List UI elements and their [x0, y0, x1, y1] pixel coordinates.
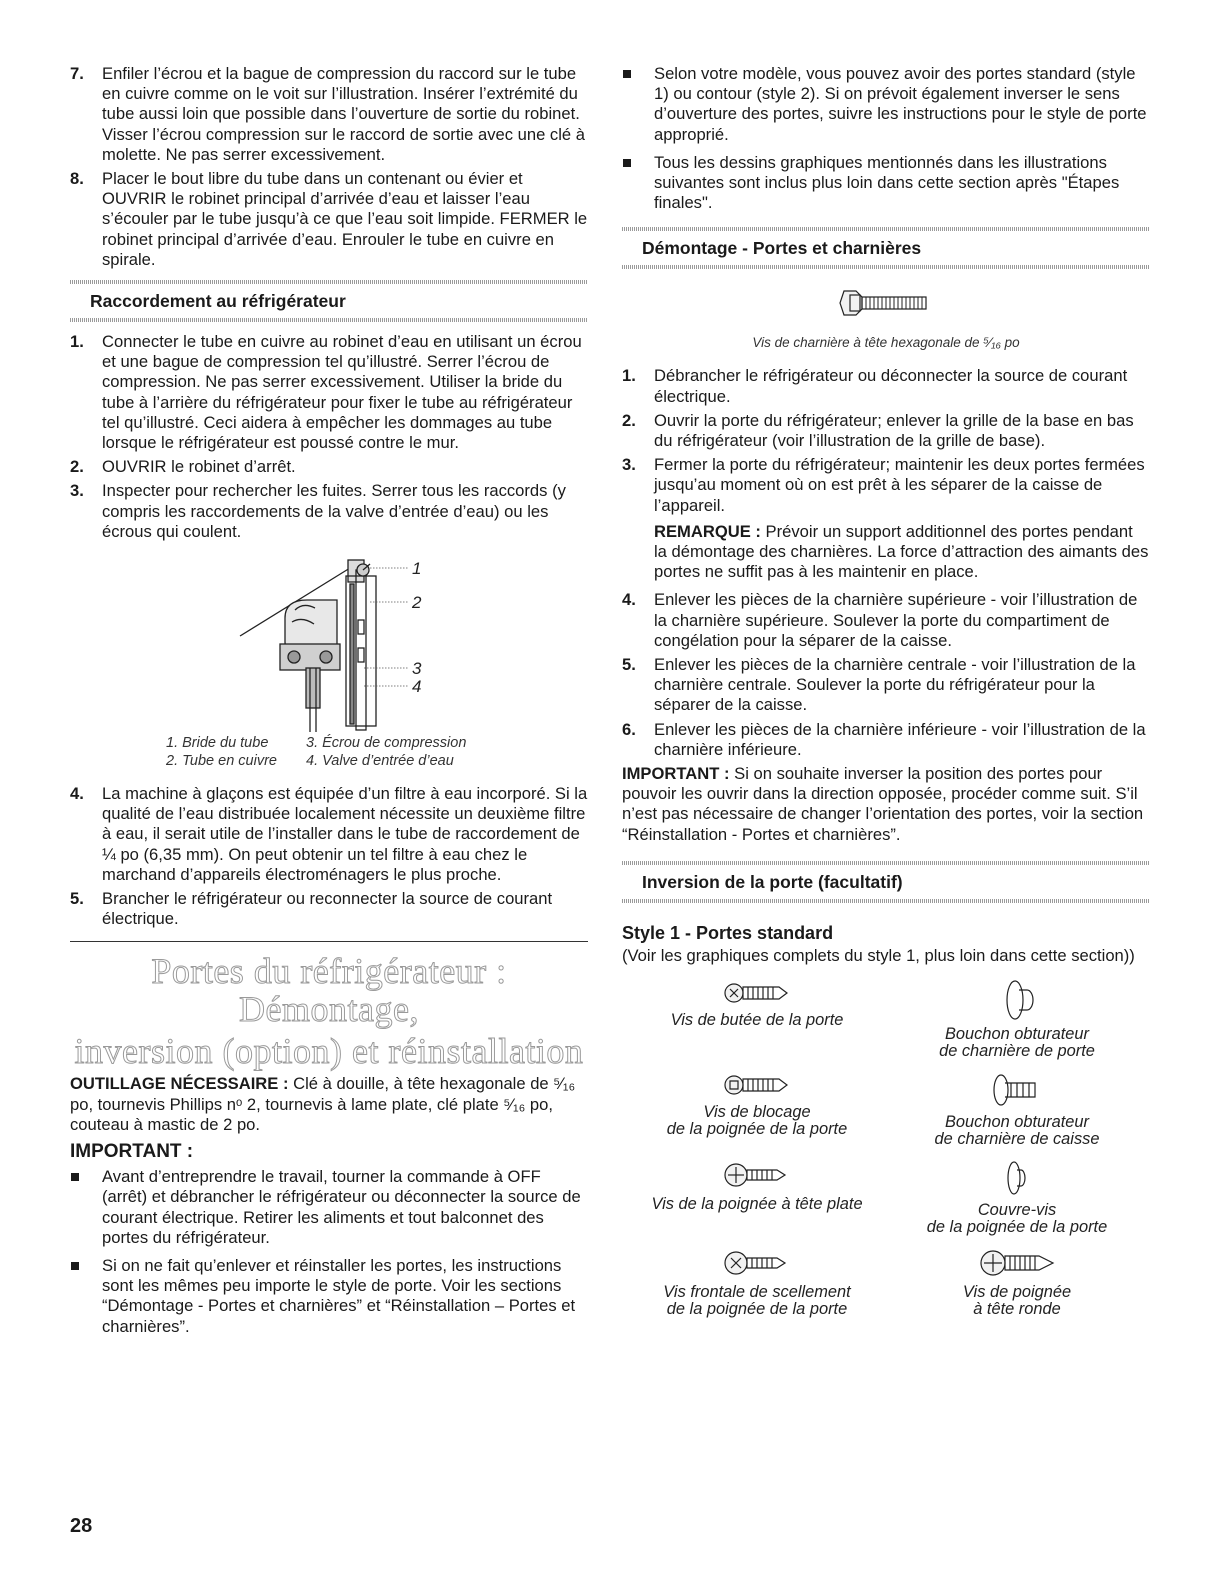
step-text: Enlever les pièces de la charnière centrale - voir l’illustration de la charnière centrale. Soulever la porte du réfrigérateur pour la séparer de la caisse. [654, 655, 1136, 715]
list-item [622, 720, 1150, 760]
step-text: OUVRIR le robinet d’arrêt. [102, 457, 296, 477]
step-number: 7. [70, 64, 84, 83]
caption-item: 3. Écrou de compression [306, 735, 467, 752]
part-label: Vis de la poignée à tête plate [651, 1195, 863, 1214]
part-front-seal-screw [622, 1246, 892, 1318]
part-label: Vis de blocage [703, 1103, 811, 1122]
remarque-paragraph [622, 522, 1150, 583]
bullet-text: Selon votre modèle, vous pouvez avoir des portes standard (style 1) ou contour (style 2). Si on prévoit également inverser le sens d’ouverture des portes, suivre les instructions pour le style de porte approprié. [654, 64, 1147, 144]
intro-bullets [622, 64, 1150, 213]
list-item [622, 455, 1150, 516]
list-item [622, 153, 1150, 214]
part-flat-head-handle-screw [622, 1158, 892, 1236]
part-cabinet-hinge-plug [892, 1070, 1142, 1148]
callout-3: 3 [412, 659, 422, 679]
important-paragraph [622, 764, 1150, 845]
part-door-hinge-plug [892, 978, 1142, 1060]
list-item [622, 411, 1150, 451]
part-label: à tête ronde [973, 1300, 1061, 1319]
list-item [70, 169, 588, 270]
list-item [70, 889, 588, 929]
tools-paragraph [70, 1074, 588, 1135]
step-number: 2. [70, 457, 84, 477]
important-bullets [70, 1167, 588, 1337]
steps-mid-list [70, 332, 588, 542]
divider [622, 265, 1150, 269]
part-door-stop-screw [622, 978, 892, 1060]
bullet-text: Avant d’entreprendre le travail, tourner la commande à OFF (arrêt) et débrancher le réfrigérateur ou déconnecter la source de courant électrique. Retirer les aliments et tout balconnet des portes du réfrigérateur. [102, 1167, 581, 1247]
part-label: de la poignée de la porte [666, 1120, 848, 1139]
step-text: Placer le bout libre du tube dans un contenant ou évier et OUVRIR le robinet principal d’arrivée d’eau et laisser l’eau s’écouler par le tube jusqu’à ce que l’eau soit limpide. FERMER le robinet principal d’arrivée d’eau. Enrouler le tube en cuivre en spirale. [102, 169, 588, 269]
step-text: Fermer la porte du réfrigérateur; maintenir les deux portes fermées jusqu’au moment où on est prêt à les séparer de la caisse de l’appareil. [654, 455, 1145, 515]
remarque-text: Prévoir un support additionnel des portes pendant la démontage des charnières. La force d’attraction des aimants des portes ne suffit pas à les maintenir en place. [654, 521, 1149, 582]
section-title: Démontage - Portes et charnières [642, 238, 922, 259]
door-stop-screw-icon [722, 978, 792, 1008]
callout-1: 1 [412, 559, 422, 579]
demontage-steps [622, 366, 1150, 515]
remarque-label: REMARQUE : [654, 521, 761, 541]
step-text: Enlever les pièces de la charnière inférieure - voir l’illustration de la charnière inférieure. [654, 719, 1146, 759]
steps-bottom-list [70, 784, 588, 929]
style-heading: Style 1 - Portes standard [622, 922, 834, 943]
bullet-square-icon [71, 1173, 79, 1181]
part-handle-lock-screw [622, 1070, 892, 1148]
part-label: Vis de poignée [962, 1283, 1072, 1302]
step-text: La machine à glaçons est équipée d’un filtre à eau incorporé. Si la qualité de l’eau distribuée localement nécessite un deuxième filtre à eau, il serait utile de l’installer dans le tube de raccordement de ¼ po (6,35 mm). On peut obtenir un tel filtre à eau chez le marchand d’appareils électroménagers le plus proche. [102, 784, 588, 884]
step-number: 1. [622, 366, 636, 386]
screw-cover-icon [1002, 1158, 1032, 1198]
steps-top-list [70, 64, 588, 270]
divider [70, 280, 588, 284]
cabinet-hinge-plug-icon [987, 1070, 1047, 1110]
step-text: Inspecter pour rechercher les fuites. Serrer tous les raccords (y compris les raccordements de la valve d’entrée d’eau) ou les écrous qui coulent. [102, 481, 566, 541]
step-text: Ouvrir la porte du réfrigérateur; enlever la grille de la base en bas du réfrigérateur (voir l’illustration de la grille de base). [654, 410, 1134, 451]
part-label: Vis frontale de scellement [663, 1283, 851, 1302]
step-number: 5. [70, 889, 84, 909]
step-number: 6. [622, 719, 636, 739]
part-label: Bouchon obturateur [945, 1113, 1089, 1132]
parts-grid [622, 978, 1150, 1318]
main-title-line-2: inversion (option) et réinstallation [74, 1031, 584, 1072]
bullet-square-icon [71, 1262, 79, 1270]
round-head-screw-icon [977, 1246, 1057, 1280]
divider [622, 861, 1150, 865]
step-number: 4. [70, 784, 84, 804]
front-seal-screw-icon [722, 1246, 792, 1280]
important-text: Si on souhaite inverser la position des portes pour pouvoir les ouvrir dans la direction opposée, procéder comme suit. S’il n’est pas nécessaire de changer l’orientation des portes, voir la section “Réinstallation - Portes et charnières”. [622, 764, 1144, 844]
part-label: de la poignée de la porte [926, 1218, 1108, 1237]
right-column [622, 64, 1150, 1318]
step-number: 5. [622, 655, 636, 675]
list-item [70, 784, 588, 885]
part-round-head-screw [892, 1246, 1142, 1318]
bullet-square-icon [623, 159, 631, 167]
list-item [622, 590, 1150, 651]
bullet-square-icon [623, 70, 631, 78]
part-label: de charnière de porte [939, 1042, 1095, 1061]
handle-lock-screw-icon [722, 1070, 792, 1100]
caption-item: 1. Bride du tube [166, 735, 269, 752]
list-item [622, 64, 1150, 145]
main-title [70, 952, 588, 1070]
water-valve-illustration [70, 548, 588, 734]
step-text: Brancher le réfrigérateur ou reconnecter la source de courant électrique. [102, 889, 553, 929]
step-number: 1. [70, 332, 84, 352]
list-item [622, 655, 1150, 716]
step-text: Débrancher le réfrigérateur ou déconnecter la source de courant électrique. [654, 366, 1128, 406]
section-title: Inversion de la porte (facultatif) [642, 871, 903, 892]
section-header-demontage [622, 227, 1150, 269]
step-number: 8. [70, 169, 84, 189]
part-label: Couvre-vis [977, 1201, 1057, 1220]
screw-caption: Vis de charnière à tête hexagonale de ⁵⁄₁₆ po [752, 335, 1020, 351]
callout-2: 2 [412, 593, 422, 613]
page-number: 28 [70, 1515, 93, 1537]
list-item [70, 332, 588, 453]
important-heading: IMPORTANT : [70, 1141, 194, 1163]
bullet-text: Si on ne fait qu’enlever et réinstaller les portes, les instructions sont les mêmes peu importe le style de porte. Voir les sections “Démontage - Portes et charnières” et “Réinstallation – Portes et charnières”. [102, 1255, 576, 1336]
style-text: (Voir les graphiques complets du style 1, plus loin dans cette section)) [622, 945, 1135, 965]
part-label: Bouchon obturateur [945, 1025, 1089, 1044]
door-hinge-plug-icon [997, 978, 1037, 1022]
divider [622, 227, 1150, 231]
section-title: Raccordement au réfrigérateur [90, 291, 346, 312]
part-screw-cover [892, 1158, 1142, 1236]
caption-item: 4. Valve d’entrée d’eau [306, 753, 454, 770]
list-item [622, 366, 1150, 406]
part-label: de charnière de caisse [934, 1130, 1100, 1149]
step-number: 3. [622, 455, 636, 475]
divider [70, 941, 588, 942]
figure-caption [166, 734, 588, 770]
step-text: Enlever les pièces de la charnière supérieure - voir l’illustration de la charnière supérieure. Soulever la porte du compartiment de congélation pour la séparer de la caisse. [654, 590, 1138, 650]
part-label: Vis de butée de la porte [670, 1011, 844, 1030]
step-number: 2. [622, 410, 636, 430]
left-column [70, 64, 588, 1345]
bullet-text: Tous les dessins graphiques mentionnés dans les illustrations suivantes sont inclus plus loin dans cette section après "Étapes finales". [654, 152, 1120, 213]
list-item [70, 481, 588, 542]
divider [622, 899, 1150, 903]
important-label: IMPORTANT : [622, 764, 730, 784]
list-item [70, 64, 588, 165]
step-text: Connecter le tube en cuivre au robinet d’eau en utilisant un écrou et une bague de compression tel qu’illustré. Serrer l’écrou de compression. Ne pas serrer excessivement. Utiliser la bride du tube à l’arrière du réfrigérateur pour fixer le tube au réfrigérateur tel qu’illustré. Ceci aidera à empêcher les dommages au tube lorsque le réfrigérateur est poussé contre le mur. [102, 332, 582, 453]
tools-text: Clé à douille, à tête hexagonale de ⁵⁄₁₆ po, tournevis Phillips nᵒ 2, tournevis à lame plate, clé plate ⁵⁄₁₆ po, couteau à mastic de 2 po. [70, 1074, 576, 1134]
step-number: 3. [70, 481, 84, 501]
list-item [70, 1167, 588, 1248]
demontage-steps-2 [622, 590, 1150, 760]
main-title-line-1: Portes du réfrigérateur : Démontage, [151, 951, 507, 1030]
part-label: de la poignée de la porte [666, 1300, 848, 1319]
tools-label: OUTILLAGE NÉCESSAIRE : [70, 1074, 289, 1094]
water-valve-figure [70, 548, 588, 734]
step-number: 4. [622, 590, 636, 610]
hinge-screw-figure [622, 283, 1150, 352]
divider [70, 318, 588, 322]
step-text: Enfiler l’écrou et la bague de compression du raccord sur le tube en cuivre comme on le voit sur l’illustration. Insérer l’extrémité du tube aussi loin que possible dans l’ouverture de sortie du robinet. Visser l’écrou compression sur le raccord de sortie avec une clé à molette. Ne pas serrer excessivement. [102, 64, 585, 164]
hex-hinge-screw-icon [836, 283, 936, 323]
callout-4: 4 [412, 677, 422, 697]
flat-head-handle-screw-icon [722, 1158, 792, 1192]
list-item [70, 1256, 588, 1337]
list-item [70, 457, 588, 477]
section-header-raccordement [70, 280, 588, 322]
section-header-inversion [622, 861, 1150, 903]
caption-item: 2. Tube en cuivre [166, 753, 277, 770]
